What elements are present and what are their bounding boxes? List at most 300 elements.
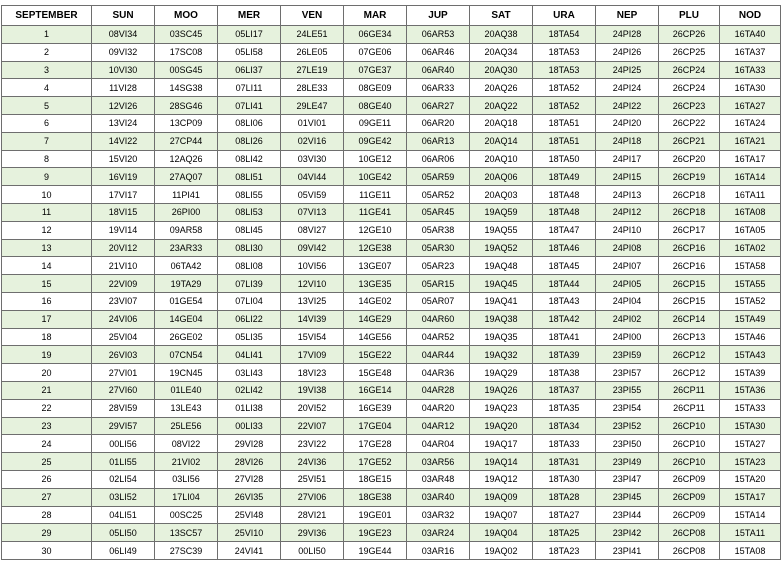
table-row xyxy=(2,506,781,524)
day-cell: 29 xyxy=(2,524,92,542)
day-cell: 30 xyxy=(2,542,92,560)
position-cell-mer: 00LI33 xyxy=(218,417,281,435)
position-cell-plu: 26CP08 xyxy=(659,524,720,542)
position-cell-sat: 19AQ17 xyxy=(470,435,533,453)
position-cell-ven: 09VI42 xyxy=(281,239,344,257)
position-cell-sat: 20AQ34 xyxy=(470,43,533,61)
position-cell-mer: 02LI42 xyxy=(218,381,281,399)
day-cell: 3 xyxy=(2,61,92,79)
position-cell-ura: 18TA46 xyxy=(533,239,596,257)
position-cell-sun: 06LI49 xyxy=(92,542,155,560)
position-cell-sun: 15VI20 xyxy=(92,150,155,168)
position-cell-nep: 24PI26 xyxy=(596,43,659,61)
position-cell-moo: 00SC25 xyxy=(155,506,218,524)
position-cell-mer: 25VI10 xyxy=(218,524,281,542)
position-cell-moo: 03SC45 xyxy=(155,26,218,44)
position-cell-sat: 20AQ03 xyxy=(470,186,533,204)
position-cell-moo: 25LE56 xyxy=(155,417,218,435)
position-cell-jup: 06AR06 xyxy=(407,150,470,168)
position-cell-nep: 24PI00 xyxy=(596,328,659,346)
position-cell-nep: 24PI18 xyxy=(596,132,659,150)
position-cell-plu: 26CP09 xyxy=(659,488,720,506)
position-cell-sun: 23VI07 xyxy=(92,292,155,310)
position-cell-ura: 18TA51 xyxy=(533,114,596,132)
position-cell-sun: 24VI06 xyxy=(92,310,155,328)
position-cell-ura: 18TA42 xyxy=(533,310,596,328)
position-cell-sun: 05LI50 xyxy=(92,524,155,542)
table-row xyxy=(2,114,781,132)
position-cell-mar: 18GE38 xyxy=(344,488,407,506)
position-cell-sat: 19AQ20 xyxy=(470,417,533,435)
position-cell-nod: 16TA17 xyxy=(720,150,781,168)
position-cell-sun: 02LI54 xyxy=(92,470,155,488)
position-cell-nod: 15TA33 xyxy=(720,399,781,417)
position-cell-plu: 26CP18 xyxy=(659,203,720,221)
position-cell-nod: 15TA43 xyxy=(720,346,781,364)
position-cell-moo: 28SG46 xyxy=(155,97,218,115)
position-cell-nod: 16TA40 xyxy=(720,26,781,44)
position-cell-ura: 18TA52 xyxy=(533,79,596,97)
position-cell-nep: 24PI08 xyxy=(596,239,659,257)
day-cell: 13 xyxy=(2,239,92,257)
position-cell-moo: 23AR33 xyxy=(155,239,218,257)
position-cell-jup: 04AR20 xyxy=(407,399,470,417)
position-cell-ura: 18TA25 xyxy=(533,524,596,542)
position-cell-nod: 15TA39 xyxy=(720,364,781,382)
table-row xyxy=(2,470,781,488)
position-cell-sun: 16VI19 xyxy=(92,168,155,186)
position-cell-plu: 26CP20 xyxy=(659,150,720,168)
position-cell-sun: 04LI51 xyxy=(92,506,155,524)
position-cell-mer: 07LI04 xyxy=(218,292,281,310)
column-header-plu: PLU xyxy=(659,6,720,26)
day-cell: 16 xyxy=(2,292,92,310)
day-cell: 15 xyxy=(2,275,92,293)
position-cell-moo: 09AR58 xyxy=(155,221,218,239)
position-cell-moo: 01LE40 xyxy=(155,381,218,399)
position-cell-moo: 27SC39 xyxy=(155,542,218,560)
position-cell-jup: 06AR27 xyxy=(407,97,470,115)
position-cell-ven: 27LE19 xyxy=(281,61,344,79)
position-cell-ven: 05VI59 xyxy=(281,186,344,204)
position-cell-jup: 06AR20 xyxy=(407,114,470,132)
position-cell-ven: 17VI09 xyxy=(281,346,344,364)
position-cell-mer: 05LI58 xyxy=(218,43,281,61)
position-cell-ura: 18TA28 xyxy=(533,488,596,506)
position-cell-ura: 18TA54 xyxy=(533,26,596,44)
position-cell-mer: 06LI37 xyxy=(218,61,281,79)
position-cell-plu: 26CP23 xyxy=(659,97,720,115)
position-cell-plu: 26CP09 xyxy=(659,506,720,524)
position-cell-sun: 09VI32 xyxy=(92,43,155,61)
position-cell-mar: 13GE07 xyxy=(344,257,407,275)
table-row xyxy=(2,524,781,542)
position-cell-sun: 27VI01 xyxy=(92,364,155,382)
position-cell-sat: 19AQ09 xyxy=(470,488,533,506)
position-cell-nod: 15TA17 xyxy=(720,488,781,506)
column-header-september: SEPTEMBER xyxy=(2,6,92,26)
position-cell-sat: 19AQ38 xyxy=(470,310,533,328)
position-cell-plu: 26CP10 xyxy=(659,453,720,471)
position-cell-mer: 05LI35 xyxy=(218,328,281,346)
position-cell-ven: 07VI13 xyxy=(281,203,344,221)
position-cell-ven: 12VI10 xyxy=(281,275,344,293)
position-cell-sun: 12VI26 xyxy=(92,97,155,115)
position-cell-ven: 29VI36 xyxy=(281,524,344,542)
position-cell-mar: 08GE09 xyxy=(344,79,407,97)
table-row xyxy=(2,97,781,115)
position-cell-nod: 16TA21 xyxy=(720,132,781,150)
day-cell: 10 xyxy=(2,186,92,204)
position-cell-sat: 20AQ38 xyxy=(470,26,533,44)
position-cell-mer: 07LI41 xyxy=(218,97,281,115)
position-cell-sat: 19AQ59 xyxy=(470,203,533,221)
position-cell-jup: 06AR40 xyxy=(407,61,470,79)
table-row xyxy=(2,417,781,435)
table-row xyxy=(2,43,781,61)
day-cell: 14 xyxy=(2,257,92,275)
position-cell-sun: 14VI22 xyxy=(92,132,155,150)
position-cell-plu: 26CP22 xyxy=(659,114,720,132)
position-cell-mer: 03LI43 xyxy=(218,364,281,382)
table-row xyxy=(2,364,781,382)
position-cell-ura: 18TA50 xyxy=(533,150,596,168)
table-row xyxy=(2,203,781,221)
position-cell-jup: 05AR30 xyxy=(407,239,470,257)
position-cell-plu: 26CP16 xyxy=(659,257,720,275)
position-cell-mar: 17GE28 xyxy=(344,435,407,453)
position-cell-mar: 11GE11 xyxy=(344,186,407,204)
position-cell-moo: 14GE04 xyxy=(155,310,218,328)
position-cell-mer: 25VI48 xyxy=(218,506,281,524)
table-row xyxy=(2,132,781,150)
position-cell-nod: 16TA33 xyxy=(720,61,781,79)
table-row xyxy=(2,79,781,97)
position-cell-nod: 16TA02 xyxy=(720,239,781,257)
position-cell-mar: 16GE39 xyxy=(344,399,407,417)
position-cell-mar: 14GE29 xyxy=(344,310,407,328)
position-cell-mar: 12GE10 xyxy=(344,221,407,239)
day-cell: 20 xyxy=(2,364,92,382)
position-cell-sat: 19AQ35 xyxy=(470,328,533,346)
position-cell-ven: 03VI30 xyxy=(281,150,344,168)
position-cell-plu: 26CP17 xyxy=(659,221,720,239)
position-cell-plu: 26CP08 xyxy=(659,542,720,560)
day-cell: 24 xyxy=(2,435,92,453)
position-cell-mer: 07LI39 xyxy=(218,275,281,293)
position-cell-sun: 03LI52 xyxy=(92,488,155,506)
position-cell-ven: 23VI22 xyxy=(281,435,344,453)
table-row xyxy=(2,26,781,44)
position-cell-nep: 24PI24 xyxy=(596,79,659,97)
position-cell-nod: 15TA46 xyxy=(720,328,781,346)
position-cell-mar: 17GE52 xyxy=(344,453,407,471)
position-cell-plu: 26CP16 xyxy=(659,239,720,257)
position-cell-moo: 07CN54 xyxy=(155,346,218,364)
ephemeris-container xyxy=(1,5,781,560)
day-cell: 22 xyxy=(2,399,92,417)
position-cell-moo: 13LE43 xyxy=(155,399,218,417)
column-header-ura: URA xyxy=(533,6,596,26)
position-cell-mar: 17GE04 xyxy=(344,417,407,435)
position-cell-ven: 25VI51 xyxy=(281,470,344,488)
position-cell-ura: 18TA44 xyxy=(533,275,596,293)
position-cell-nep: 23PI45 xyxy=(596,488,659,506)
column-header-sun: SUN xyxy=(92,6,155,26)
position-cell-moo: 26PI00 xyxy=(155,203,218,221)
position-cell-nod: 15TA30 xyxy=(720,417,781,435)
position-cell-nep: 24PI17 xyxy=(596,150,659,168)
position-cell-moo: 08VI22 xyxy=(155,435,218,453)
position-cell-moo: 00SG45 xyxy=(155,61,218,79)
position-cell-plu: 26CP24 xyxy=(659,61,720,79)
position-cell-jup: 04AR52 xyxy=(407,328,470,346)
table-row xyxy=(2,257,781,275)
position-cell-sat: 19AQ07 xyxy=(470,506,533,524)
position-cell-nod: 15TA08 xyxy=(720,542,781,560)
position-cell-mer: 29VI28 xyxy=(218,435,281,453)
position-cell-plu: 26CP11 xyxy=(659,399,720,417)
position-cell-nod: 16TA05 xyxy=(720,221,781,239)
position-cell-ura: 18TA31 xyxy=(533,453,596,471)
table-row xyxy=(2,488,781,506)
table-row xyxy=(2,61,781,79)
position-cell-nod: 15TA20 xyxy=(720,470,781,488)
position-cell-ven: 04VI44 xyxy=(281,168,344,186)
position-cell-jup: 03AR40 xyxy=(407,488,470,506)
ephemeris-table xyxy=(1,5,781,560)
position-cell-ura: 18TA53 xyxy=(533,43,596,61)
position-cell-jup: 03AR48 xyxy=(407,470,470,488)
position-cell-mer: 07LI11 xyxy=(218,79,281,97)
position-cell-sun: 08VI34 xyxy=(92,26,155,44)
position-cell-mer: 04LI41 xyxy=(218,346,281,364)
position-cell-sun: 27VI60 xyxy=(92,381,155,399)
position-cell-nod: 16TA37 xyxy=(720,43,781,61)
position-cell-jup: 04AR04 xyxy=(407,435,470,453)
position-cell-jup: 04AR28 xyxy=(407,381,470,399)
day-cell: 28 xyxy=(2,506,92,524)
position-cell-plu: 26CP13 xyxy=(659,328,720,346)
position-cell-plu: 26CP24 xyxy=(659,79,720,97)
position-cell-plu: 26CP21 xyxy=(659,132,720,150)
position-cell-sat: 19AQ23 xyxy=(470,399,533,417)
position-cell-jup: 06AR33 xyxy=(407,79,470,97)
table-row xyxy=(2,150,781,168)
position-cell-ven: 13VI25 xyxy=(281,292,344,310)
position-cell-plu: 26CP25 xyxy=(659,43,720,61)
position-cell-moo: 19TA29 xyxy=(155,275,218,293)
table-row xyxy=(2,453,781,471)
day-cell: 11 xyxy=(2,203,92,221)
table-row xyxy=(2,221,781,239)
position-cell-mer: 05LI17 xyxy=(218,26,281,44)
position-cell-plu: 26CP12 xyxy=(659,364,720,382)
position-cell-jup: 04AR36 xyxy=(407,364,470,382)
position-cell-moo: 14SG38 xyxy=(155,79,218,97)
position-cell-nep: 23PI42 xyxy=(596,524,659,542)
position-cell-nep: 23PI49 xyxy=(596,453,659,471)
position-cell-sun: 22VI09 xyxy=(92,275,155,293)
position-cell-ura: 18TA37 xyxy=(533,381,596,399)
position-cell-nep: 24PI20 xyxy=(596,114,659,132)
position-cell-sat: 19AQ55 xyxy=(470,221,533,239)
position-cell-ven: 27VI06 xyxy=(281,488,344,506)
position-cell-ven: 02VI16 xyxy=(281,132,344,150)
position-cell-plu: 26CP19 xyxy=(659,168,720,186)
position-cell-sat: 19AQ12 xyxy=(470,470,533,488)
position-cell-nep: 24PI10 xyxy=(596,221,659,239)
position-cell-mar: 06GE34 xyxy=(344,26,407,44)
position-cell-ura: 18TA48 xyxy=(533,203,596,221)
position-cell-mar: 19GE23 xyxy=(344,524,407,542)
position-cell-mer: 06LI22 xyxy=(218,310,281,328)
position-cell-jup: 05AR15 xyxy=(407,275,470,293)
position-cell-ven: 18VI23 xyxy=(281,364,344,382)
column-header-jup: JUP xyxy=(407,6,470,26)
position-cell-ven: 26LE05 xyxy=(281,43,344,61)
position-cell-mar: 08GE40 xyxy=(344,97,407,115)
position-cell-ura: 18TA52 xyxy=(533,97,596,115)
position-cell-ven: 08VI27 xyxy=(281,221,344,239)
day-cell: 19 xyxy=(2,346,92,364)
table-row xyxy=(2,239,781,257)
position-cell-nep: 23PI52 xyxy=(596,417,659,435)
day-cell: 23 xyxy=(2,417,92,435)
position-cell-ven: 01VI01 xyxy=(281,114,344,132)
position-cell-sat: 19AQ02 xyxy=(470,542,533,560)
position-cell-sat: 19AQ32 xyxy=(470,346,533,364)
day-cell: 21 xyxy=(2,381,92,399)
position-cell-jup: 06AR46 xyxy=(407,43,470,61)
position-cell-mer: 08LI08 xyxy=(218,257,281,275)
position-cell-moo: 06TA42 xyxy=(155,257,218,275)
position-cell-nod: 16TA14 xyxy=(720,168,781,186)
position-cell-ura: 18TA38 xyxy=(533,364,596,382)
position-cell-ven: 20VI52 xyxy=(281,399,344,417)
table-row xyxy=(2,381,781,399)
position-cell-ven: 29LE47 xyxy=(281,97,344,115)
position-cell-jup: 06AR53 xyxy=(407,26,470,44)
position-cell-mar: 19GE44 xyxy=(344,542,407,560)
position-cell-moo: 03LI56 xyxy=(155,470,218,488)
position-cell-jup: 05AR23 xyxy=(407,257,470,275)
table-row xyxy=(2,168,781,186)
position-cell-ura: 18TA34 xyxy=(533,417,596,435)
position-cell-mar: 07GE37 xyxy=(344,61,407,79)
position-cell-mar: 11GE41 xyxy=(344,203,407,221)
position-cell-nep: 24PI04 xyxy=(596,292,659,310)
position-cell-plu: 26CP26 xyxy=(659,26,720,44)
position-cell-mer: 08LI06 xyxy=(218,114,281,132)
position-cell-sat: 20AQ06 xyxy=(470,168,533,186)
position-cell-mar: 10GE12 xyxy=(344,150,407,168)
position-cell-nep: 24PI28 xyxy=(596,26,659,44)
position-cell-mar: 09GE11 xyxy=(344,114,407,132)
position-cell-ura: 18TA49 xyxy=(533,168,596,186)
position-cell-ven: 28VI21 xyxy=(281,506,344,524)
position-cell-ura: 18TA47 xyxy=(533,221,596,239)
day-cell: 27 xyxy=(2,488,92,506)
position-cell-nep: 23PI44 xyxy=(596,506,659,524)
position-cell-mer: 27VI28 xyxy=(218,470,281,488)
position-cell-sat: 20AQ14 xyxy=(470,132,533,150)
position-cell-nod: 15TA58 xyxy=(720,257,781,275)
position-cell-nod: 16TA30 xyxy=(720,79,781,97)
position-cell-nod: 15TA55 xyxy=(720,275,781,293)
position-cell-mar: 13GE35 xyxy=(344,275,407,293)
position-cell-sun: 13VI24 xyxy=(92,114,155,132)
day-cell: 4 xyxy=(2,79,92,97)
position-cell-ura: 18TA39 xyxy=(533,346,596,364)
day-cell: 1 xyxy=(2,26,92,44)
table-row xyxy=(2,435,781,453)
position-cell-ura: 18TA33 xyxy=(533,435,596,453)
position-cell-mer: 24VI41 xyxy=(218,542,281,560)
table-row xyxy=(2,328,781,346)
table-body xyxy=(2,26,781,560)
column-header-mar: MAR xyxy=(344,6,407,26)
position-cell-mer: 08LI45 xyxy=(218,221,281,239)
position-cell-jup: 03AR32 xyxy=(407,506,470,524)
position-cell-moo: 01GE54 xyxy=(155,292,218,310)
position-cell-mar: 10GE42 xyxy=(344,168,407,186)
position-cell-nep: 24PI22 xyxy=(596,97,659,115)
position-cell-jup: 03AR56 xyxy=(407,453,470,471)
day-cell: 26 xyxy=(2,470,92,488)
position-cell-moo: 27CP44 xyxy=(155,132,218,150)
position-cell-mar: 15GE22 xyxy=(344,346,407,364)
table-row xyxy=(2,292,781,310)
position-cell-ven: 10VI56 xyxy=(281,257,344,275)
position-cell-nod: 15TA36 xyxy=(720,381,781,399)
position-cell-ven: 00LI50 xyxy=(281,542,344,560)
header-row xyxy=(2,6,781,26)
table-row xyxy=(2,542,781,560)
day-cell: 9 xyxy=(2,168,92,186)
position-cell-ura: 18TA27 xyxy=(533,506,596,524)
position-cell-nep: 24PI25 xyxy=(596,61,659,79)
position-cell-ura: 18TA53 xyxy=(533,61,596,79)
position-cell-ven: 19VI38 xyxy=(281,381,344,399)
position-cell-mer: 08LI53 xyxy=(218,203,281,221)
position-cell-jup: 06AR13 xyxy=(407,132,470,150)
position-cell-nep: 24PI12 xyxy=(596,203,659,221)
column-header-sat: SAT xyxy=(470,6,533,26)
position-cell-sun: 19VI14 xyxy=(92,221,155,239)
day-cell: 17 xyxy=(2,310,92,328)
position-cell-sat: 19AQ26 xyxy=(470,381,533,399)
position-cell-ven: 14VI39 xyxy=(281,310,344,328)
position-cell-nep: 23PI55 xyxy=(596,381,659,399)
position-cell-moo: 11PI41 xyxy=(155,186,218,204)
position-cell-sun: 21VI10 xyxy=(92,257,155,275)
position-cell-ura: 18TA35 xyxy=(533,399,596,417)
position-cell-mer: 08LI30 xyxy=(218,239,281,257)
position-cell-sun: 17VI17 xyxy=(92,186,155,204)
position-cell-mar: 15GE48 xyxy=(344,364,407,382)
day-cell: 2 xyxy=(2,43,92,61)
position-cell-jup: 05AR59 xyxy=(407,168,470,186)
position-cell-moo: 13SC57 xyxy=(155,524,218,542)
position-cell-mar: 18GE15 xyxy=(344,470,407,488)
position-cell-mer: 08LI51 xyxy=(218,168,281,186)
position-cell-moo: 27AQ07 xyxy=(155,168,218,186)
position-cell-nep: 23PI57 xyxy=(596,364,659,382)
position-cell-mer: 08LI26 xyxy=(218,132,281,150)
position-cell-moo: 17SC08 xyxy=(155,43,218,61)
position-cell-sat: 19AQ45 xyxy=(470,275,533,293)
